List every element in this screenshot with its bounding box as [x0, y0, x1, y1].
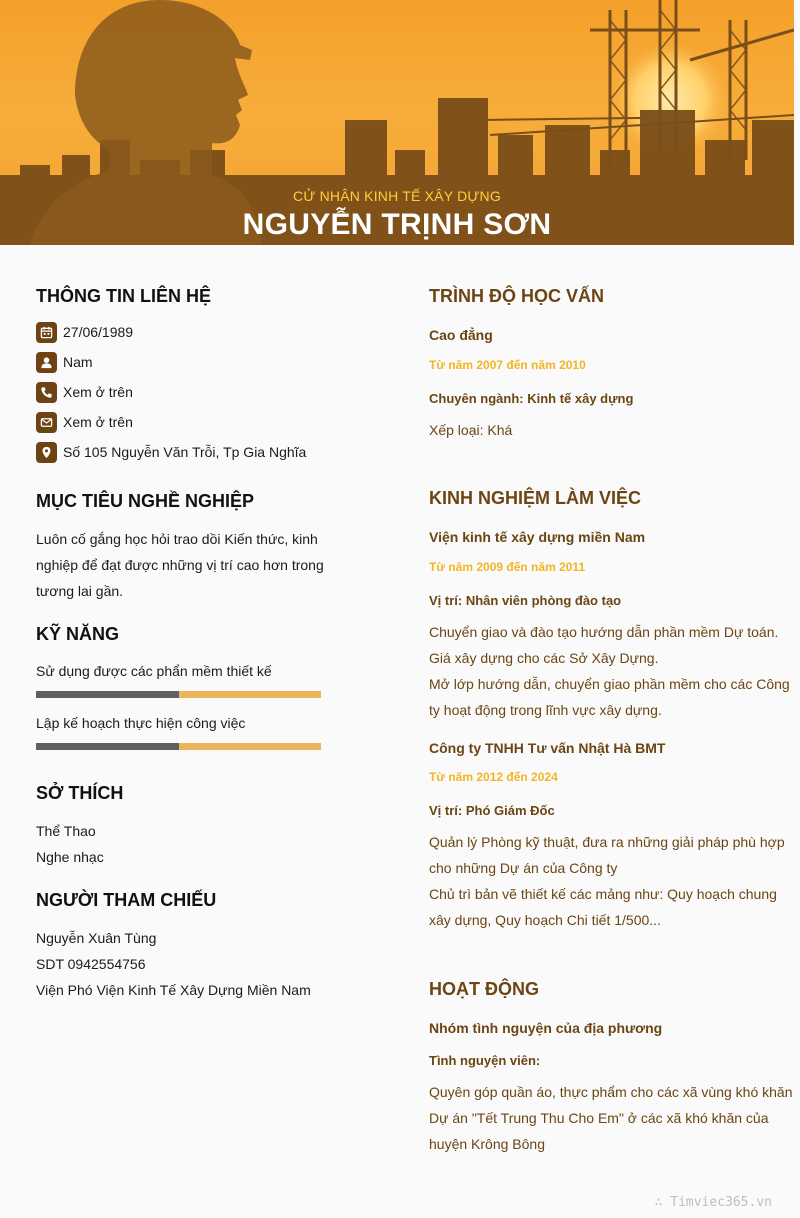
skill-bar: [36, 691, 321, 698]
objective-line: Luôn cố gắng học hỏi trao dồi Kiến thức, kinh: [36, 531, 318, 547]
reference-line: SDT 0942554756: [36, 956, 146, 972]
location-icon: [36, 442, 57, 463]
job-description-line: Giá xây dựng cho các Sở Xây Dựng.: [429, 650, 659, 666]
skill-label: Lập kế hoạch thực hiện công việc: [36, 715, 246, 731]
job-description-line: Chuyển giao và đào tạo hướng dẫn phần mềm Dự toán.: [429, 624, 779, 640]
job-description-line: Mở lớp hướng dẫn, chuyển giao phần mềm cho các Công: [429, 676, 790, 692]
contact-gender: [36, 351, 93, 373]
job-position: Vị trí: Nhân viên phòng đào tạo: [429, 593, 622, 608]
skills-heading: KỸ NĂNG: [36, 624, 120, 644]
job-description-line: ty hoạt động trong lĩnh vực xây dựng.: [429, 702, 662, 718]
contact-address: [36, 441, 306, 463]
objective-text: [36, 526, 336, 604]
contact-phone: [36, 381, 133, 403]
experience-heading: KINH NGHIỆM LÀM VIỆC: [429, 488, 642, 508]
candidate-name: NGUYỄN TRỊNH SƠN: [242, 208, 552, 241]
skill-bar: [36, 743, 321, 750]
phone-icon: [36, 382, 57, 403]
references-list: [36, 925, 356, 1003]
header-subtitle: CỬ NHÂN KINH TẾ XÂY DỰNG: [293, 188, 501, 204]
skill-bar-fill: [36, 691, 179, 698]
education-grade: Xếp loại: Khá: [429, 422, 513, 438]
activity-line: Dự án "Tết Trung Thu Cho Em" ở các xã khó khăn của: [429, 1110, 769, 1126]
education-school: Cao đẳng: [429, 327, 493, 343]
address-text: Số 105 Nguyễn Văn Trỗi, Tp Gia Nghĩa: [63, 444, 307, 460]
calendar-icon: [36, 322, 57, 343]
hobbies-list: [36, 818, 104, 870]
email-text: Xem ở trên: [63, 414, 133, 430]
job-period: Từ năm 2012 đến 2024: [429, 770, 558, 784]
activity-role: Tình nguyện viên:: [429, 1053, 541, 1068]
gender-text: Nam: [63, 354, 93, 370]
activity-org: Nhóm tình nguyện của địa phương: [429, 1020, 663, 1036]
hobby-item: Thể Thao: [36, 823, 96, 839]
objective-line: tương lai gần.: [36, 583, 124, 599]
education-period: Từ năm 2007 đến năm 2010: [429, 358, 586, 372]
activities-heading: HOẠT ĐỘNG: [429, 979, 539, 999]
email-icon: [36, 412, 57, 433]
reference-line: Viện Phó Viện Kinh Tế Xây Dựng Miền Nam: [36, 982, 311, 998]
site-watermark: ∴ Timviec365.vn: [654, 1195, 772, 1210]
header-banner: [0, 0, 794, 245]
skill-label: Sử dụng được các phẩn mềm thiết kế: [36, 663, 272, 679]
job-description-line: xây dựng, Quy hoạch Chi tiết 1/500...: [429, 912, 661, 928]
job-description-line: cho những Dự án của Công ty: [429, 860, 618, 876]
objective-line: nghiệp để đạt được những vị trí cao hơn trong: [36, 557, 324, 573]
contact-heading: THÔNG TIN LIÊN HỆ: [36, 286, 211, 306]
phone-text: Xem ở trên: [63, 384, 133, 400]
hobbies-heading: SỞ THÍCH: [36, 783, 124, 803]
job-company: Công ty TNHH Tư vấn Nhật Hà BMT: [429, 740, 666, 756]
job-description: [429, 619, 794, 723]
job-description: [429, 829, 794, 933]
activity-description: [429, 1079, 794, 1157]
references-heading: NGƯỜI THAM CHIẾU: [36, 890, 217, 910]
contact-email: [36, 411, 133, 433]
reference-line: Nguyễn Xuân Tùng: [36, 930, 157, 946]
education-heading: TRÌNH ĐỘ HỌC VẤN: [429, 286, 604, 306]
activity-line: Quyên góp quần áo, thực phẩm cho các xã vùng khó khăn: [429, 1084, 793, 1100]
hobby-item: Nghe nhạc: [36, 849, 104, 865]
education-major: Chuyên ngành: Kinh tế xây dựng: [429, 391, 634, 406]
job-period: Từ năm 2009 đến năm 2011: [429, 560, 586, 574]
job-position: Vị trí: Phó Giám Đốc: [429, 803, 555, 818]
contact-birthday: [36, 321, 133, 343]
activity-line: huyện Krông Bông: [429, 1136, 545, 1152]
job-company: Viện kinh tế xây dựng miền Nam: [429, 529, 646, 545]
birthday-text: 27/06/1989: [63, 324, 134, 340]
user-icon: [36, 352, 57, 373]
job-description-line: Chủ trì bản vẽ thiết kế các mảng như: Quy hoạch chung: [429, 886, 777, 902]
job-description-line: Quản lý Phòng kỹ thuật, đưa ra những giải pháp phù hợp: [429, 834, 785, 850]
skill-bar-fill: [36, 743, 179, 750]
objective-heading: MỤC TIÊU NGHỀ NGHIỆP: [36, 491, 255, 511]
